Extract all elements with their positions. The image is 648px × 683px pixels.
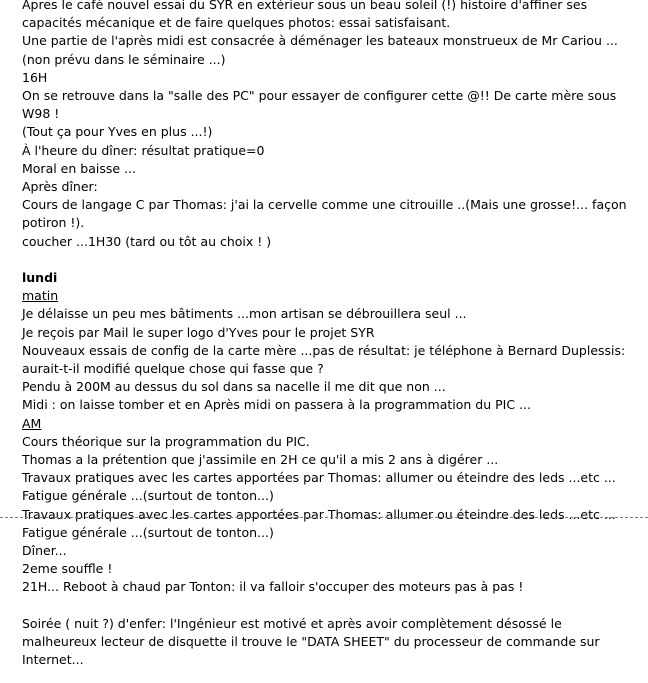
paragraph: Fatigue générale ...(surtout de tonton...) [22, 524, 274, 540]
paragraph: 16H [22, 69, 48, 85]
paragraph: Soirée ( nuit ?) d'enfer: l'Ingénieur est motivé et après avoir complètement désossé le malheureux lecteur de disquette il trouve le "DATA SHEET" du processeur de commande sur Internet... [22, 615, 600, 668]
paragraph: 2eme souffle ! [22, 561, 113, 577]
paragraph: 21H... Reboot à chaud par Tonton: il va falloir s'occuper des moteurs pas à pas ! [22, 579, 524, 595]
paragraph: Je délaisse un peu mes bâtiments ...mon artisan se débrouillera seul ... [22, 306, 467, 322]
paragraph: À l'heure du dîner: résultat pratique=0 [22, 142, 265, 158]
paragraph: (Tout ça pour Yves en plus ...!) [22, 124, 213, 140]
section-heading: lundi [22, 270, 58, 286]
paragraph: Midi : on laisse tomber et en Après midi on passera à la programmation du PIC ... [22, 397, 531, 413]
paragraph: Après dîner: [22, 179, 98, 195]
paragraph: Thomas a la prétention que j'assimile en 2H ce qu'il a mis 2 ans à digérer ... [22, 452, 499, 468]
paragraph: Cours de langage C par Thomas: j'ai la cervelle comme une citrouille ..(Mais une grosse!... façon potiron !). [22, 197, 627, 231]
paragraph: Pendu à 200M au dessus du sol dans sa nacelle il me dit que non ... [22, 379, 446, 395]
blank-line [22, 597, 640, 615]
paragraph: On se retrouve dans la "salle des PC" pour essayer de configurer cette @!! De carte mère sous W98 ! [22, 88, 617, 122]
blank-line [22, 251, 640, 269]
paragraph: Une partie de l'après midi est consacrée à déménager les bateaux monstrueux de Mr Cariou ...(non prévu dans le séminaire ...) [22, 33, 618, 67]
subheading-am: AM [22, 415, 42, 431]
subheading-matin: matin [22, 288, 59, 304]
paragraph: Travaux pratiques avec les cartes apportées par Thomas: allumer ou éteindre des leds ...etc ... [22, 506, 616, 522]
document-body [22, 0, 640, 669]
paragraph: Nouveaux essais de config de la carte mère ...pas de résultat: je téléphone à Bernard Duplessis: aurait-t-il modifié quelque chose qui fasse que ? [22, 342, 626, 377]
paragraph: Travaux pratiques avec les cartes apportées par Thomas: allumer ou éteindre des leds ...etc ... [22, 470, 616, 486]
paragraph: coucher ...1H30 (tard ou tôt au choix ! ) [22, 233, 272, 249]
paragraph: Apres le café nouvel essai du SYR en extérieur sous un beau soleil (!) histoire d'affiner ses capacités mécanique et de faire quelques photos: essai satisfaisant. [22, 0, 588, 31]
paragraph: Fatigue générale ...(surtout de tonton...) [22, 488, 274, 504]
paragraph: Je reçois par Mail le super logo d'Yves pour le projet SYR [22, 324, 375, 340]
paragraph: Dîner... [22, 543, 67, 559]
page-break-line [0, 517, 648, 518]
paragraph: Moral en baisse ... [22, 160, 136, 176]
paragraph: Cours théorique sur la programmation du PIC. [22, 433, 310, 449]
